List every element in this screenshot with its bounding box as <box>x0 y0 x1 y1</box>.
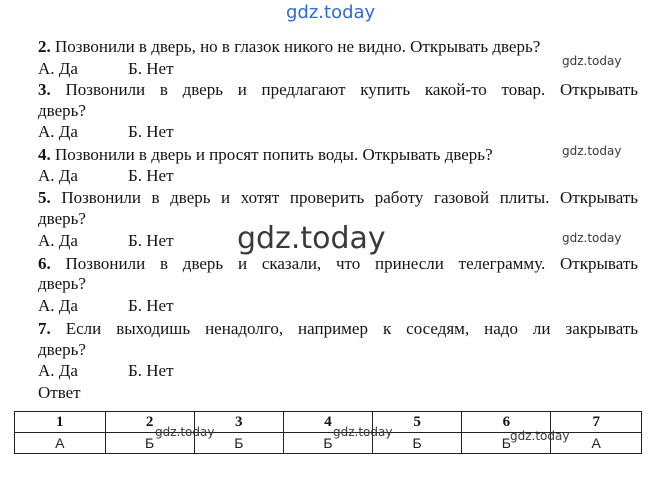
question-5-text-cont: дверь? <box>38 209 86 228</box>
question-6-text: 6. Позвонили в дверь и сказали, что принесли телеграмму. Открывать <box>38 254 638 273</box>
answer-table-value-cell: А <box>551 433 642 454</box>
watermark-small: gdz.today <box>562 144 622 158</box>
question-3-text: 3. Позвонили в дверь и предлагают купить какой-то товар. Открывать <box>38 80 638 99</box>
question-2-text: 2. Позвонили в дверь, но в глазок никого не видно. Открывать дверь? <box>38 37 541 56</box>
answer-table-header-cell: 3 <box>194 412 283 433</box>
question-5-options: А. Да Б. Нет <box>38 231 174 250</box>
answer-table-value-cell: Б <box>462 433 551 454</box>
answer-table-value-cell: Б <box>373 433 462 454</box>
question-7-options: А. Да Б. Нет <box>38 361 174 380</box>
question-4-text: 4. Позвонили в дверь и просят попить воды. Открывать дверь? <box>38 145 493 164</box>
watermark-small: gdz.today <box>510 429 570 443</box>
question-4-options: А. Да Б. Нет <box>38 166 174 185</box>
answer-table-header-cell: 5 <box>373 412 462 433</box>
question-6-text-cont: дверь? <box>38 274 86 293</box>
question-6-options: А. Да Б. Нет <box>38 296 174 315</box>
watermark-top: gdz.today <box>286 2 376 23</box>
answer-table-value-cell: А <box>15 433 106 454</box>
watermark-small: gdz.today <box>562 54 622 68</box>
answer-table-header-cell: 6 <box>462 412 551 433</box>
watermark-small: gdz.today <box>562 231 622 245</box>
question-3-options: А. Да Б. Нет <box>38 122 174 141</box>
question-7-text: 7. Если выходишь ненадолго, например к соседям, надо ли закрывать <box>38 319 639 338</box>
answer-table-header-cell: 2 <box>105 412 194 433</box>
question-7-text-cont: дверь? <box>38 340 86 359</box>
watermark-small: gdz.today <box>155 425 215 439</box>
answer-table-header-cell: 4 <box>283 412 372 433</box>
answer-table-header-cell: 7 <box>551 412 642 433</box>
watermark-small: gdz.today <box>333 425 393 439</box>
question-5-text: 5. Позвонили в дверь и хотят проверить работу газовой плиты. Открывать <box>38 188 639 207</box>
question-3-text-cont: дверь? <box>38 101 86 120</box>
answer-table-value-cell: Б <box>194 433 283 454</box>
question-2-options: А. Да Б. Нет <box>38 59 174 78</box>
answer-label: Ответ <box>38 383 81 402</box>
answer-table-value-cell: Б <box>283 433 372 454</box>
answer-table-header-cell: 1 <box>15 412 106 433</box>
answer-table-value-cell: Б <box>105 433 194 454</box>
watermark-large: gdz.today <box>237 221 386 256</box>
